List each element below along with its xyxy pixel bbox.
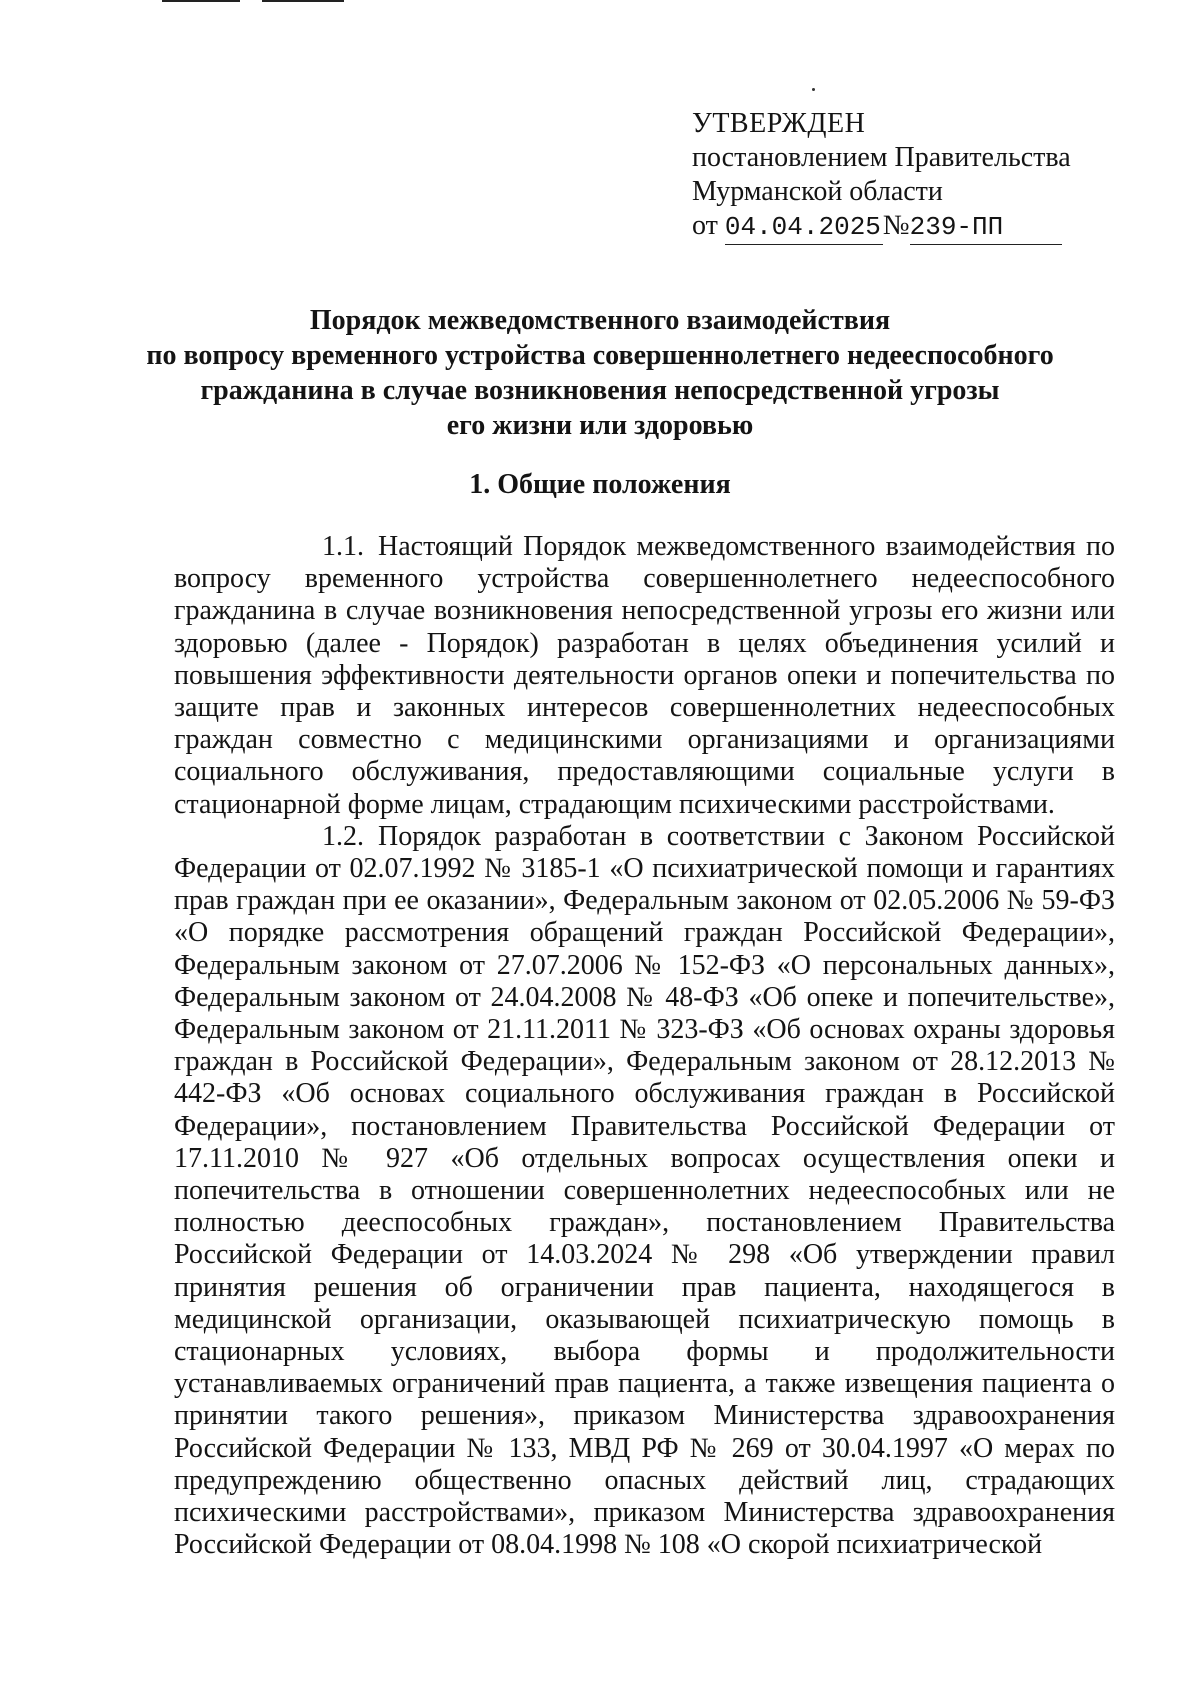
document-title <box>140 303 1060 443</box>
document-body <box>174 531 1115 1562</box>
approval-date-line <box>692 209 1071 245</box>
paragraph-number: 1.1. <box>322 531 364 562</box>
title-line-2: по вопросу временного устройства совершеннолетнего недееспособного <box>146 340 1054 371</box>
scan-edge-mark <box>162 0 240 2</box>
approval-block <box>692 107 1071 245</box>
paragraph-text: Настоящий Порядок межведомственного взаимодействия по вопросу временного устройства совершеннолетнего недееспособного гражданина в случае возникновения непосредственной угрозы его жизни или здоровью (далее - Порядок) разработан в целях объединения усилий и повышения эффективности деятельности органов опеки и попечительства по защите прав и законных интересов совершеннолетних недееспособных граждан совместно с медицинскими организациями и организациями социального обслуживания, предоставляющими социальные услуги в стационарной форме лицам, страдающим психическими расстройствами. <box>174 531 1115 820</box>
approval-number-sign: № <box>882 210 910 241</box>
scan-edge-mark <box>262 0 344 2</box>
paragraph-1-1 <box>174 531 1115 821</box>
approval-number: 239-ПП <box>910 210 1062 245</box>
section-heading: 1. Общие положения <box>469 469 731 500</box>
title-line-4: его жизни или здоровью <box>446 410 754 441</box>
approval-stamp: УТВЕРЖДЕН <box>692 108 866 139</box>
scan-speck <box>812 88 815 91</box>
paragraph-number: 1.2. <box>322 820 364 852</box>
approval-date-prefix: от <box>692 210 718 241</box>
approval-date: 04.04.2025 <box>725 210 883 245</box>
approval-line-2: Мурманской области <box>692 176 943 207</box>
approval-line-1: постановлением Правительства <box>692 142 1071 173</box>
title-line-1: Порядок межведомственного взаимодействия <box>309 305 891 336</box>
title-line-3: гражданина в случае возникновения непосредственной угрозы <box>200 375 1000 406</box>
paragraph-text: Порядок разработан в соответствии с Законом Российской Федерации от 02.07.1992 № 3185-1 «О психиатрической помощи и гарантиях прав граждан при ее оказании», Федеральным законом от 02.05.2006 № 59-ФЗ «О порядке рассмотрения обращений граждан Российской Федерации», Федеральным законом от 27.07.2006 № 152-ФЗ «О персональных данных», Федеральным законом от 24.04.2008 № 48-ФЗ «Об опеке и попечительстве», Федеральным законом от 21.11.2011 № 323-ФЗ «Об основах охраны здоровья граждан в Российской Федерации», Федеральным законом от 28.12.2013 № 442-ФЗ «Об основах социального обслуживания граждан в Российской Федерации», постановлением Правительства Российской Федерации от 17.11.2010 № 927 «Об отдельных вопросах осуществления опеки и попечительства в отношении совершеннолетних недееспособных или не полностью дееспособных граждан», постановлением Правительства Российской Федерации от 14.03.2024 № 298 «Об утверждении правил принятия решения об ограничении прав пациента, находящегося в медицинской организации, оказывающей психиатрическую помощь в стационарных условиях, выбора формы и продолжительности устанавливаемых ограничений прав пациента, а также извещения пациента о принятии такого решения», приказом Министерства здравоохранения Российской Федерации № 133, МВД РФ № 269 от 30.04.1997 «О мерах по предупреждению общественно опасных действий лиц, страдающих психическими расстройствами», приказом Министерства здравоохранения Российской Федерации от 08.04.1998 № 108 «О скорой психиатрической <box>174 820 1115 1561</box>
paragraph-1-2 <box>174 821 1115 1562</box>
